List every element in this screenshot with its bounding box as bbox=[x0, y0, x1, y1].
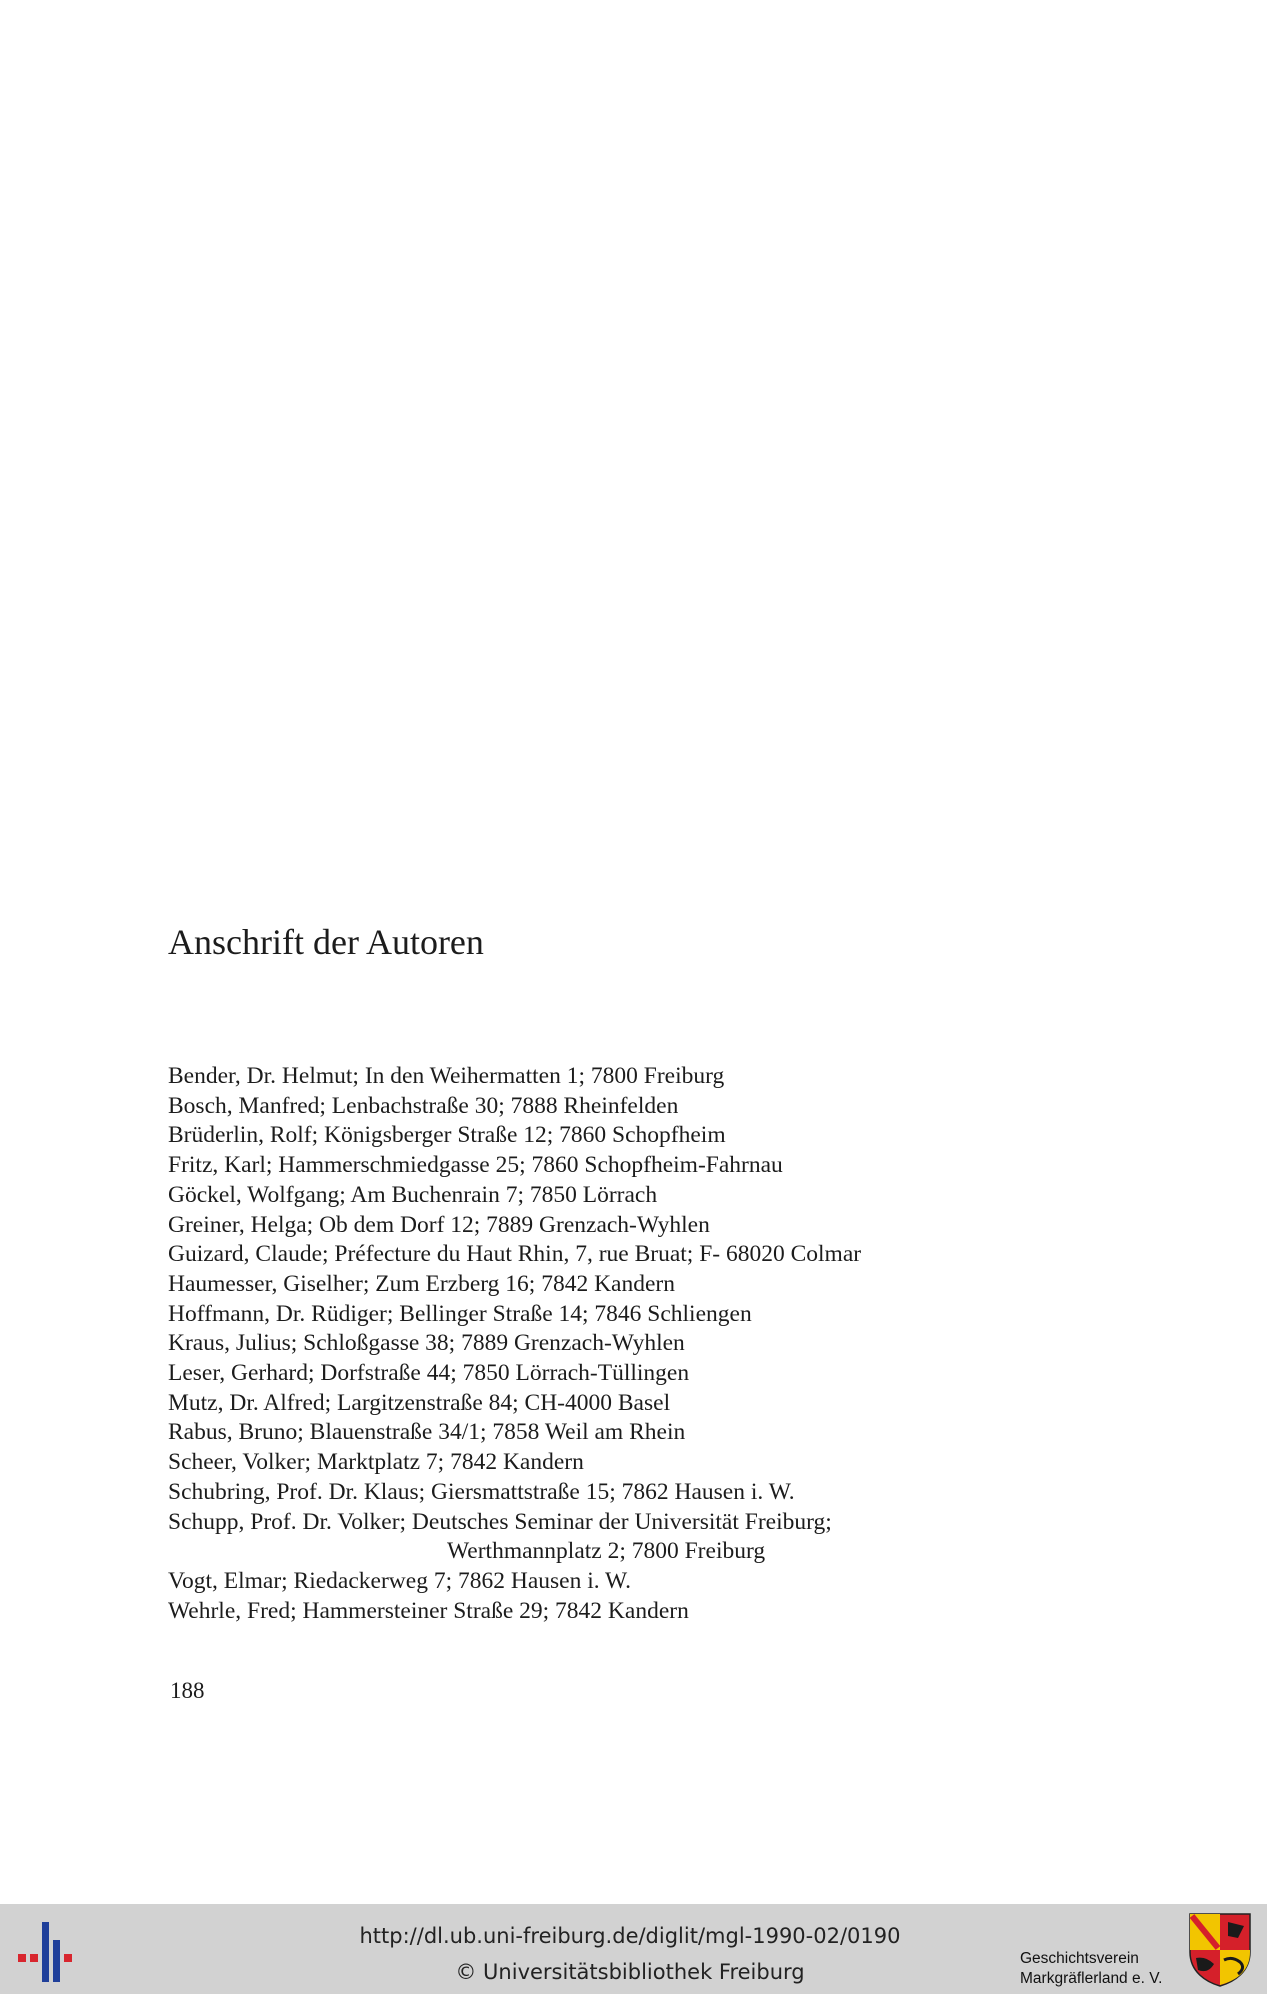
list-item: Bender, Dr. Helmut; In den Weihermatten 1; 7800 Freiburg bbox=[168, 1063, 725, 1089]
society-name bbox=[1020, 1949, 1162, 1989]
society-line-1: Geschichtsverein bbox=[1020, 1950, 1139, 1967]
coat-of-arms-icon bbox=[1188, 1912, 1252, 1988]
list-item: Fritz, Karl; Hammerschmiedgasse 25; 7860 Schopfheim-Fahrnau bbox=[168, 1152, 783, 1179]
list-item: Haumesser, Giselher; Zum Erzberg 16; 7842 Kandern bbox=[168, 1270, 675, 1297]
list-item: Guizard, Claude; Préfecture du Haut Rhin, 7, rue Bruat; F- 68020 Colmar bbox=[168, 1241, 862, 1268]
page-title: Anschrift der Autoren bbox=[168, 922, 484, 962]
footer-bar bbox=[0, 1904, 1267, 1994]
list-item: Hoffmann, Dr. Rüdiger; Bellinger Straße 14; 7846 Schliengen bbox=[168, 1300, 752, 1327]
list-item: Scheer, Volker; Marktplatz 7; 7842 Kandern bbox=[168, 1449, 584, 1476]
list-item: Wehrle, Fred; Hammersteiner Straße 29; 7842 Kandern bbox=[168, 1597, 689, 1624]
list-item: Kraus, Julius; Schloßgasse 38; 7889 Grenzach-Wyhlen bbox=[168, 1330, 685, 1357]
footer-url-link[interactable]: http://dl.ub.uni-freiburg.de/diglit/mgl-1990-02/0190 bbox=[359, 1924, 901, 1948]
list-item: Leser, Gerhard; Dorfstraße 44; 7850 Lörrach-Tüllingen bbox=[168, 1360, 690, 1387]
page-number: 188 bbox=[170, 1678, 205, 1703]
footer-copyright: © Universitätsbibliothek Freiburg bbox=[455, 1960, 805, 1984]
society-line-2: Markgräflerland e. V. bbox=[1020, 1970, 1163, 1987]
list-item: Schupp, Prof. Dr. Volker; Deutsches Seminar der Universität Freiburg; Werthmannplatz 2; 7800 Freiburg bbox=[168, 1508, 861, 1567]
list-item: Greiner, Helga; Ob dem Dorf 12; 7889 Grenzach-Wyhlen bbox=[168, 1211, 710, 1238]
address-continuation: Werthmannplatz 2; 7800 Freiburg bbox=[447, 1538, 766, 1565]
list-item: Rabus, Bruno; Blauenstraße 34/1; 7858 Weil am Rhein bbox=[168, 1419, 686, 1446]
list-item: Göckel, Wolfgang; Am Buchenrain 7; 7850 Lörrach bbox=[168, 1181, 658, 1208]
list-item: Bosch, Manfred; Lenbachstraße 30; 7888 Rheinfelden bbox=[168, 1092, 679, 1119]
university-library-logo-icon bbox=[16, 1914, 82, 1984]
list-item: Vogt, Elmar; Riedackerweg 7; 7862 Hausen i. W. bbox=[168, 1567, 631, 1594]
list-item: Schubring, Prof. Dr. Klaus; Giersmattstraße 15; 7862 Hausen i. W. bbox=[168, 1478, 795, 1505]
author-list bbox=[168, 1062, 861, 1626]
list-item: Mutz, Dr. Alfred; Largitzenstraße 84; CH-4000 Basel bbox=[168, 1389, 671, 1416]
list-item: Brüderlin, Rolf; Königsberger Straße 12; 7860 Schopfheim bbox=[168, 1122, 726, 1149]
